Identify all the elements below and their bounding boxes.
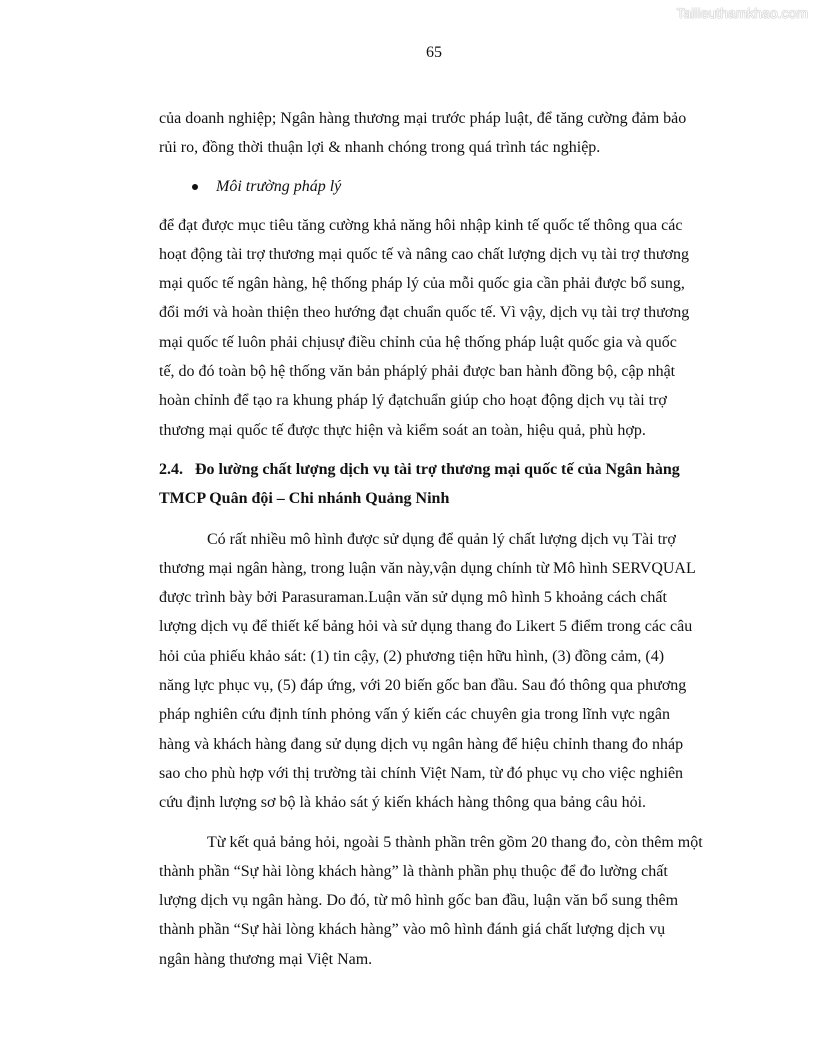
- text-line: hoàn chỉnh để tạo ra khung pháp lý đạtchuẩn giúp cho hoạt động dịch vụ tài trợ: [159, 392, 667, 410]
- paragraph-satisfaction: [159, 828, 711, 974]
- watermark: Tailieuthamkhao.com: [676, 5, 808, 21]
- text-line: cứu định lượng sơ bộ là khảo sát ý kiến khách hàng thông qua bảng câu hỏi.: [159, 794, 647, 812]
- text-line: của doanh nghiệp; Ngân hàng thương mại trước pháp luật, để tăng cường đảm bảo: [159, 110, 687, 127]
- paragraph-servqual: [159, 525, 711, 818]
- text-line: thành phần “Sự hài lòng khách hàng” là thành phần phụ thuộc để đo lường chất: [159, 862, 668, 880]
- text-line: năng lực phục vụ, (5) đáp ứng, với 20 biến gốc ban đầu. Sau đó thông qua phương: [159, 677, 687, 695]
- section-number: 2.4.: [159, 460, 183, 478]
- heading-line: [159, 455, 711, 484]
- text-line: rủi ro, đồng thời thuận lợi & nhanh chóng trong quá trình tác nghiệp.: [159, 139, 601, 157]
- text-line: lượng dịch vụ ngân hàng. Do đó, từ mô hình gốc ban đầu, luận văn bổ sung thêm: [159, 892, 679, 910]
- text-line: pháp nghiên cứu định tính phỏng vấn ý kiến các chuyên gia trong lĩnh vực ngân: [159, 706, 670, 724]
- text-line: hàng và khách hàng đang sử dụng dịch vụ ngân hàng để hiệu chỉnh thang đo nháp: [159, 735, 684, 753]
- bullet-item: [192, 173, 711, 202]
- bullet-dot-icon: [192, 184, 198, 190]
- text-line: Có rất nhiều mô hình được sử dụng để quản lý chất lượng dịch vụ Tài trợ: [207, 530, 676, 548]
- text-line: hỏi của phiếu khảo sát: (1) tin cậy, (2) phương tiện hữu hình, (3) đồng cảm, (4): [159, 647, 665, 665]
- text-line: lượng dịch vụ để thiết kế bảng hỏi và sử dụng thang đo Likert 5 điểm trong các câu: [159, 618, 693, 636]
- paragraph-continuation: [159, 104, 711, 163]
- text-line: đổi mới và hoàn thiện theo hướng đạt chuẩn quốc tế. Vì vậy, dịch vụ tài trợ thương: [159, 304, 690, 322]
- text-line: được trình bày bởi Parasuraman.Luận văn sử dụng mô hình 5 khoảng cách chất: [159, 589, 667, 607]
- heading-line: TMCP Quân đội – Chi nhánh Quảng Ninh: [159, 490, 450, 508]
- text-line: ngân hàng thương mại Việt Nam.: [159, 950, 373, 968]
- section-heading: [159, 455, 711, 514]
- heading-text: Đo lường chất lượng dịch vụ tài trợ thương mại quốc tế của Ngân hàng: [195, 460, 680, 478]
- page-number: 65: [426, 44, 442, 61]
- text-line: thương mại quốc tế được thực hiện và kiểm soát an toàn, hiệu quả, phù hợp.: [159, 421, 646, 439]
- text-line: mại quốc tế luôn phải chịusự điều chỉnh của hệ thống pháp luật quốc gia và quốc: [159, 333, 677, 351]
- text-line: để đạt được mục tiêu tăng cường khả năng hôi nhập kinh tế quốc tế thông qua các: [159, 216, 683, 234]
- text-line: thành phần “Sự hài lòng khách hàng” vào mô hình đánh giá chất lượng dịch vụ: [159, 921, 666, 939]
- text-line: Từ kết quả bảng hỏi, ngoài 5 thành phần trên gồm 20 thang đo, còn thêm một: [207, 833, 703, 851]
- paragraph-legal-environment: [159, 211, 711, 445]
- text-line: mại quốc tế ngân hàng, hệ thống pháp lý của mỗi quốc gia cần phải được bổ sung,: [159, 275, 685, 293]
- text-line: sao cho phù hợp với thị trường tài chính Việt Nam, từ đó phục vụ cho việc nghiên: [159, 764, 684, 782]
- text-line: tế, do đó toàn bộ hệ thống văn bản pháplý phải được ban hành đồng bộ, cập nhật: [159, 363, 676, 381]
- document-body: [159, 104, 711, 984]
- text-line: thương mại ngân hàng, trong luận văn này,vận dụng chính từ Mô hình SERVQUAL: [159, 559, 696, 577]
- text-line: hoạt động tài trợ thương mại quốc tế và nâng cao chất lượng dịch vụ tài trợ thương: [159, 245, 689, 263]
- bullet-text: Môi trường pháp lý: [216, 178, 342, 196]
